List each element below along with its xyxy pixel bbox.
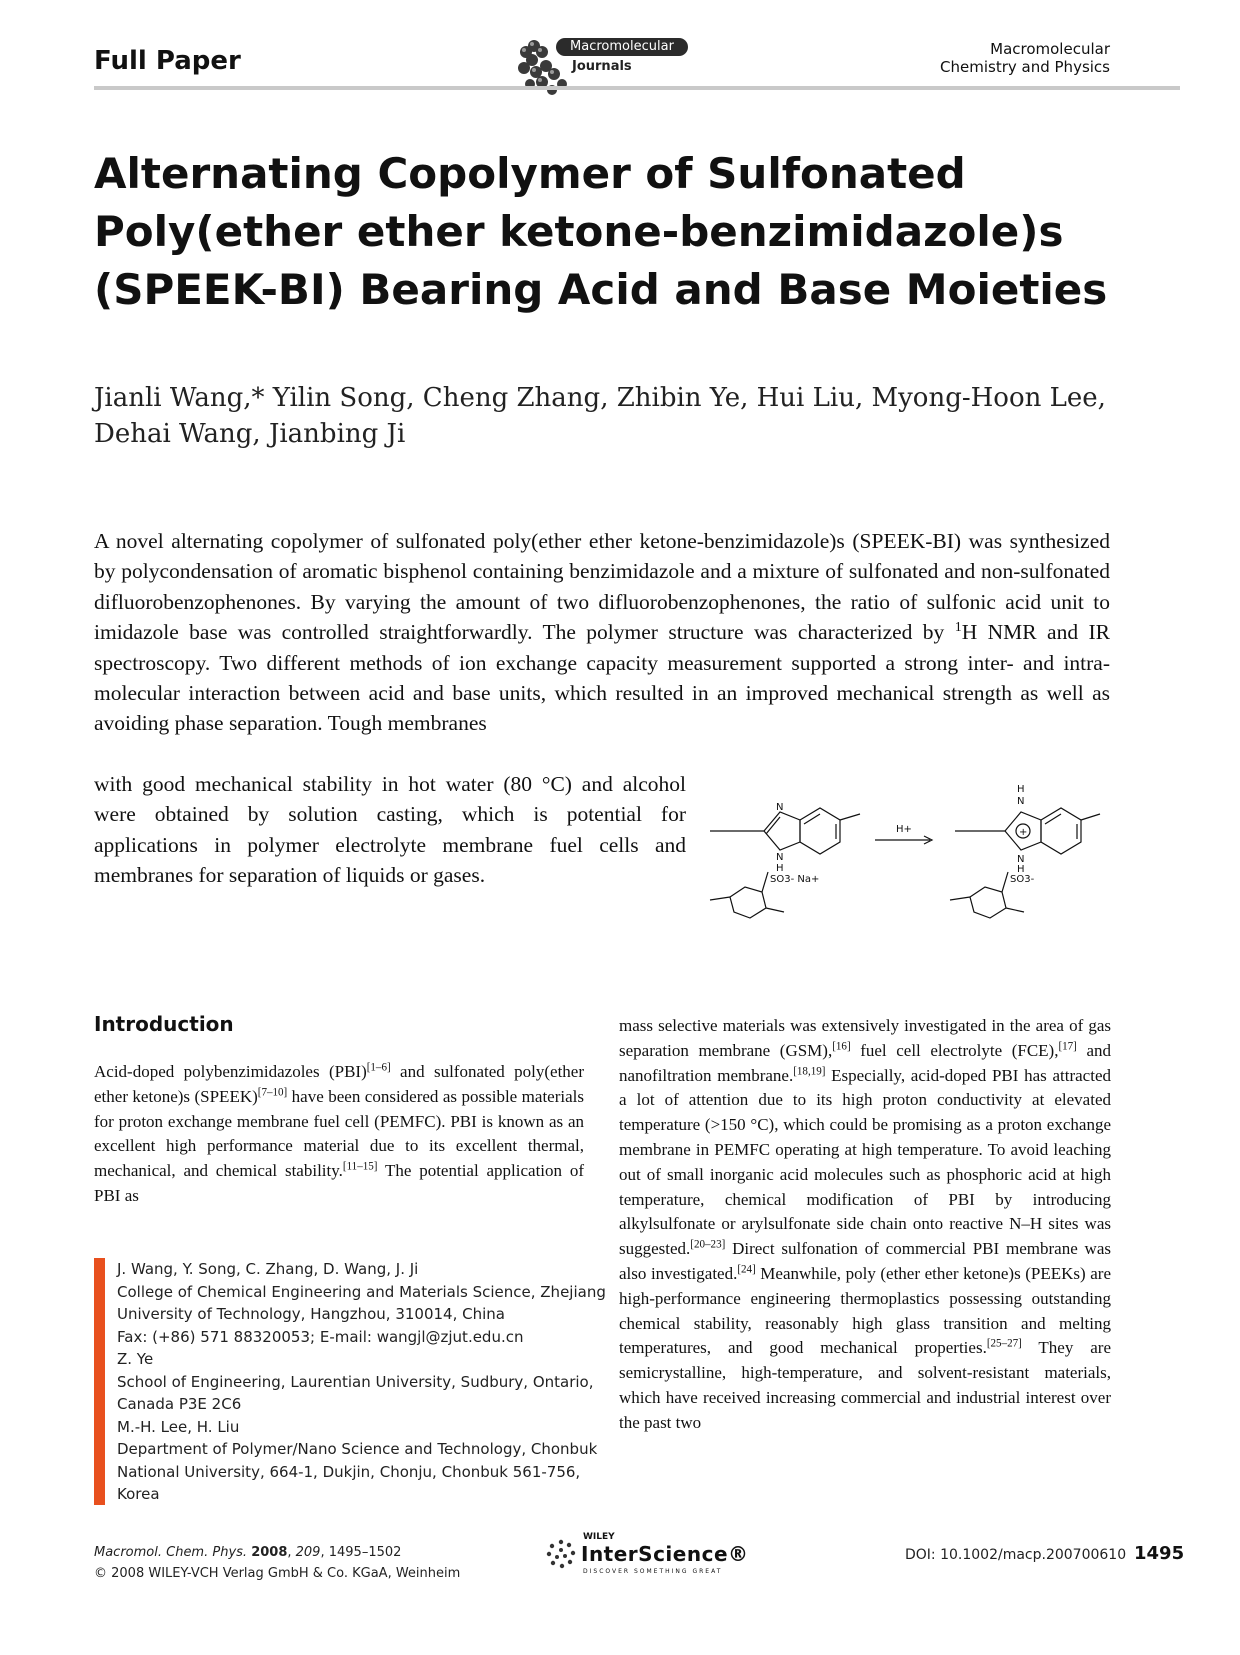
publisher-logo (543, 1530, 749, 1580)
scheme-so3na: SO3- Na+ (770, 874, 820, 885)
affiliation-line: Fax: (+86) 571 88320053; E-mail: wangjl@zjut.edu.cn (117, 1327, 524, 1346)
citation-line: Macromol. Chem. Phys. 2008, 209, 1495–1502 (94, 1545, 402, 1560)
citation-year: 2008 (251, 1545, 288, 1560)
intro-right-text-5: Direct sulfonation of commercial PBI membrane was also investigated. (619, 1239, 1111, 1283)
intro-heading: Introduction (94, 1012, 234, 1036)
globe-icon (543, 1536, 579, 1572)
scheme-h-top-right: H (1017, 784, 1025, 795)
journal-logo (512, 28, 692, 108)
publisher-small: WILEY (583, 1532, 615, 1542)
intro-right-ref-5: [24] (737, 1263, 756, 1276)
scheme-h-plus: H+ (896, 824, 912, 835)
citation-pages: , 1495–1502 (320, 1545, 402, 1560)
affiliation-line: Korea (117, 1485, 160, 1503)
citation-volume: 209 (295, 1545, 321, 1560)
intro-right-text-3: and nanofiltration membrane. (619, 1040, 1111, 1085)
intro-right-ref-4: [20–23] (690, 1238, 726, 1251)
journal-abbrev: Macromol. Chem. Phys. (94, 1545, 248, 1560)
intro-right-text-1: mass selective materials was extensively investigated in the area of gas separation membrane (GSM), (619, 1016, 1111, 1060)
header-rule (94, 86, 1180, 90)
affiliation-line: Canada P3E 2C6 (117, 1395, 242, 1413)
intro-right-text-7: They are semicrystalline, high-temperature, and solvent-resistant materials, which have received increasing commercial and industrial interest over the past two (619, 1338, 1111, 1432)
abstract-superscript: 1 (954, 620, 962, 636)
affiliation-accent-bar (94, 1258, 105, 1505)
title-line-1: Alternating Copolymer of Sulfonated (94, 149, 966, 198)
publisher-tag: DISCOVER SOMETHING GREAT (583, 1568, 723, 1575)
intro-right-ref-2: [17] (1058, 1040, 1077, 1053)
affiliation-line: National University, 664-1, Dukjin, Chonju, Chonbuk 561-756, (117, 1462, 581, 1481)
title-line-3: (SPEEK-BI) Bearing Acid and Base Moieties (94, 265, 1108, 314)
scheme-so3: SO3- (1010, 874, 1035, 885)
affiliation-line: J. Wang, Y. Song, C. Zhang, D. Wang, J. Ji (117, 1260, 419, 1278)
affiliation-line: Department of Polymer/Nano Science and Technology, Chonbuk (117, 1440, 598, 1458)
affiliation-line: College of Chemical Engineering and Materials Science, Zhejiang (117, 1282, 606, 1301)
scheme-n-top-left: N (776, 802, 784, 813)
intro-left-text-3: have been considered as possible materials for proton exchange membrane fuel cell (PEMFC). PBI is known as an excellent high performance material due to its excellent thermal, mechanical, and chemical stability. (94, 1086, 584, 1181)
intro-right-ref-6: [25–27] (986, 1337, 1022, 1350)
abstract (94, 526, 1110, 739)
authors-line-1: Jianli Wang,* Yilin Song, Cheng Zhang, Zhibin Ye, Hui Liu, Myong-Hoon Lee, (94, 383, 1106, 413)
journal-name (940, 40, 1110, 76)
scheme-h-left: H (776, 863, 784, 874)
intro-right-ref-3: [18,19] (793, 1064, 826, 1077)
intro-left-text-2: and sulfonated poly(ether ether ketone)s (SPEEK) (94, 1062, 584, 1106)
scheme-h-bottom-right: H (1017, 864, 1025, 875)
scheme-n-top-right: N (1017, 796, 1025, 807)
intro-right-column (619, 1014, 1111, 1436)
intro-right-ref-1: [16] (832, 1040, 851, 1053)
scheme-plus-sign: + (1019, 827, 1028, 838)
intro-left-ref-3: [11–15] (342, 1160, 378, 1173)
scheme-n-bottom-right: N (1017, 854, 1025, 865)
intro-left-column (94, 1060, 584, 1209)
affiliations (117, 1258, 606, 1506)
intro-right-text-6: Meanwhile, poly (ether ether ketone)s (PEEKs) are high-performance engineering thermoplastics possessing outstanding chemical stability, reasonably high glass transition and melting temperatures, and good mechanical properties. (619, 1263, 1112, 1358)
intro-left-text-4: The potential application of PBI as (94, 1161, 584, 1205)
publisher-main: InterScience® (581, 1542, 749, 1566)
affiliation-line: University of Technology, Hangzhou, 310014, China (117, 1305, 505, 1323)
affiliation-line: M.-H. Lee, H. Liu (117, 1417, 240, 1436)
intro-left-text-1: Acid-doped polybenzimidazoles (PBI) (94, 1062, 367, 1081)
intro-right-text-2: fuel cell electrolyte (FCE), (850, 1040, 1059, 1060)
intro-left-ref-2: [7–10] (257, 1086, 288, 1099)
abstract-text-1: A novel alternating copolymer of sulfonated poly(ether ether ketone-benzimidazole)s (SPEEK-BI) was synthesized by polycondensation of aromatic bisphenol containing benzimidazole and a mixture of sulfonated and non-sulfonated difluorobenzophenones. By varying the amount of two difluorobenzophenones, the ratio of sulfonic acid unit to imidazole base was controlled straightforwardly. The polymer structure was characterized by (94, 529, 1110, 645)
page-number: 1495 (1134, 1543, 1185, 1564)
title-line-2: Poly(ether ether ketone-benzimidazole)s (94, 207, 1064, 256)
logo-badge-text: Macromolecular (556, 38, 688, 56)
logo-sub-text: Journals (572, 59, 632, 74)
abstract-tail: with good mechanical stability in hot water (80 °C) and alcohol were obtained by solution casting, which is potential for applications in polymer electrolyte membrane fuel cells and membranes for separation of liquids or gases. (94, 772, 686, 888)
reaction-scheme (700, 782, 1130, 932)
section-label: Full Paper (94, 46, 241, 76)
authors-line-2: Dehai Wang, Jianbing Ji (94, 419, 406, 449)
intro-left-ref-1: [1–6] (366, 1061, 391, 1074)
author-list (94, 380, 1134, 452)
article-title (94, 145, 1134, 319)
abstract-text-2: H NMR and IR spectroscopy. Two different methods of ion exchange capacity measurement supported a strong inter- and intra-molecular interaction between acid and base units, which resulted in an improved mechanical strength as well as avoiding phase separation. Tough membranes (94, 620, 1110, 736)
journal-name-line2: Chemistry and Physics (940, 58, 1110, 76)
doi: DOI: 10.1002/macp.200700610 (905, 1547, 1127, 1563)
affiliation-line: School of Engineering, Laurentian University, Sudbury, Ontario, (117, 1372, 594, 1391)
intro-right-text-4: Especially, acid-doped PBI has attracted a lot of attention due to its high proton conductivity at elevated temperature (>150 °C), which could be promising as a proton exchange membrane in PEMFC operating at high temperature. To avoid leaching out of small inorganic acid molecules such as phosphoric acid at high temperature, chemical modification of PBI by introducing alkylsulfonate or arylsulfonate side chain onto reactive N–H sites was suggested. (619, 1065, 1111, 1259)
footer-citation (94, 1542, 460, 1584)
scheme-n-bottom-left: N (776, 852, 784, 863)
affiliation-line: Z. Ye (117, 1350, 154, 1368)
journal-name-line1: Macromolecular (990, 40, 1110, 58)
copyright: © 2008 WILEY-VCH Verlag GmbH & Co. KGaA, Weinheim (94, 1566, 461, 1581)
